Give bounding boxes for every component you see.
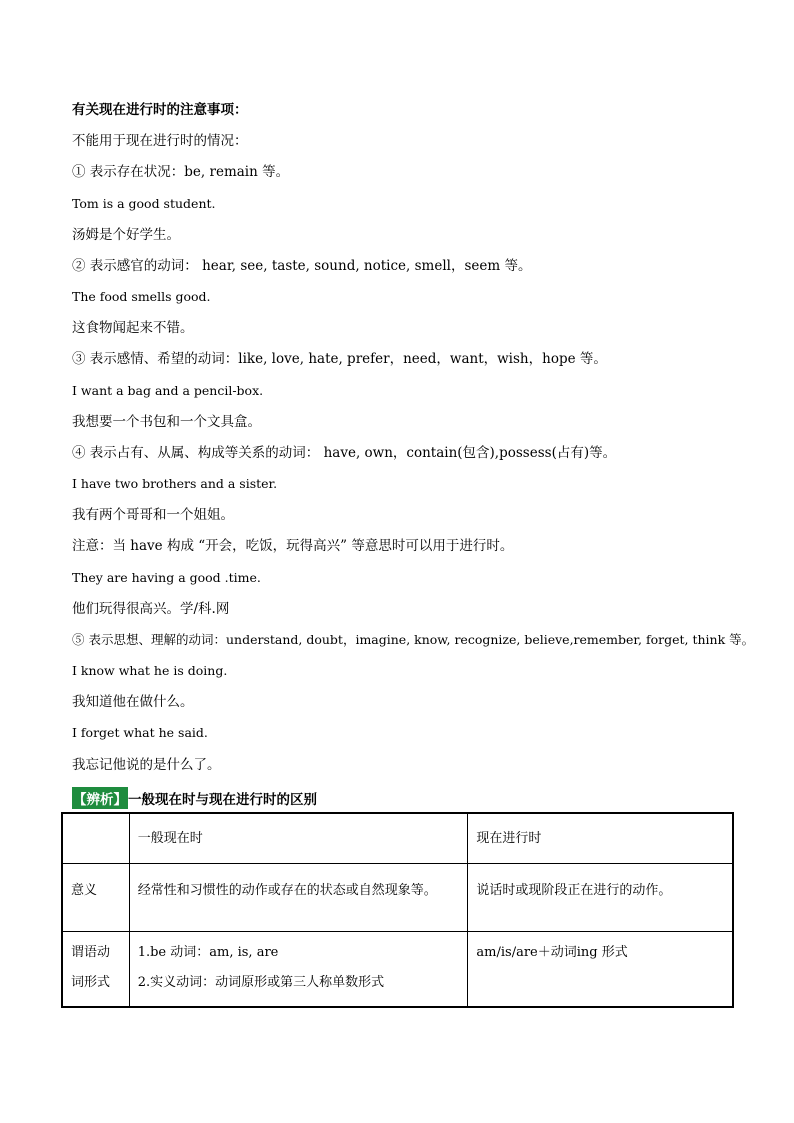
table-cell: 意义: [62, 863, 129, 931]
table-row: [62, 931, 733, 1007]
form-label-line: 词形式: [71, 974, 111, 990]
notes-intro: 不能用于现在进行时的情况：: [72, 133, 248, 149]
table-cell: 说话时或现阶段正在进行的动作。: [468, 863, 733, 931]
table-cell: [62, 931, 129, 1007]
notes-heading: 有关现在进行时的注意事项：: [72, 102, 248, 118]
note-line: I know what he is doing.: [72, 663, 228, 678]
note-line: 他们玩得很高兴。学/科.网: [72, 601, 230, 617]
table-cell: 经常性和习惯性的动作或存在的状态或自然现象等。: [129, 863, 468, 931]
table-cell: am/is/are＋动词ing 形式: [468, 931, 733, 1007]
table-header-row: [62, 813, 733, 863]
analysis-tag: 【辨析】: [72, 787, 128, 809]
note-line: I have two brothers and a sister.: [72, 476, 278, 491]
note-line: 注意：当 have 构成 “开会，吃饭，玩得高兴” 等意思时可以用于进行时。: [72, 538, 514, 554]
table-row: [62, 863, 733, 931]
note-line: 我知道他在做什么。: [72, 694, 194, 710]
note-line: The food smells good.: [72, 289, 211, 304]
comparison-title-text: 一般现在时与现在进行时的区别: [128, 792, 317, 808]
note-line: ① 表示存在状况：be, remain 等。: [72, 164, 290, 180]
note-line: 汤姆是个好学生。: [72, 227, 180, 243]
note-line: ③ 表示感情、希望的动词：like, love, hate, prefer，need，want，wish，hope 等。: [72, 351, 607, 367]
form-simple-line: 1.be 动词：am, is, are: [137, 944, 279, 960]
table-header-cell: 现在进行时: [468, 813, 733, 863]
note-line: ② 表示感官的动词： hear, see, taste, sound, notice, smell，seem 等。: [72, 258, 532, 274]
note-line: 我有两个哥哥和一个姐姐。: [72, 507, 234, 523]
table-cell: [129, 931, 468, 1007]
comparison-table: [61, 812, 734, 1008]
note-line: They are having a good .time.: [72, 570, 261, 585]
note-line: ④ 表示占有、从属、构成等关系的动词： have, own，contain(包含),possess(占有)等。: [72, 445, 617, 461]
form-label-line: 谓语动: [71, 944, 111, 960]
note-line: 我想要一个书包和一个文具盒。: [72, 414, 261, 430]
note-line: 这食物闻起来不错。: [72, 320, 194, 336]
comparison-title: [72, 788, 317, 808]
note-line: 我忘记他说的是什么了。: [72, 757, 221, 773]
note-line: Tom is a good student.: [72, 196, 216, 211]
note-line: ⑤ 表示思想、理解的动词：understand, doubt，imagine, know, recognize, believe,remember, forget, think 等。: [72, 632, 755, 647]
table-header-cell: [62, 813, 129, 863]
note-line: I want a bag and a pencil-box.: [72, 383, 264, 398]
note-line: I forget what he said.: [72, 725, 208, 740]
table-header-cell: 一般现在时: [129, 813, 468, 863]
form-simple-line: 2.实义动词：动词原形或第三人称单数形式: [137, 974, 385, 990]
